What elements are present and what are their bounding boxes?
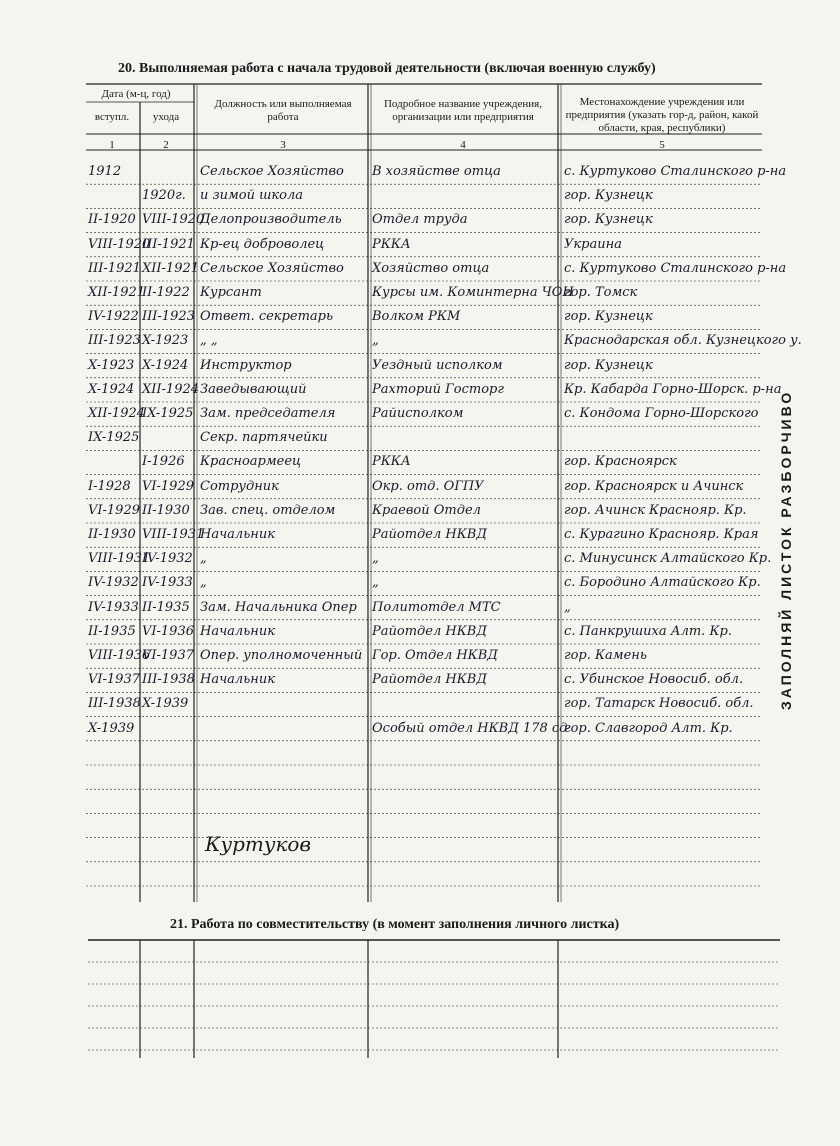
cell-location: гор. Ачинск Краснояр. Кр. (564, 502, 747, 518)
cell-position: Начальник (200, 527, 275, 542)
cell-org: Окр. отд. ОГПУ (372, 478, 484, 494)
cell-org: Райотдел НКВД (372, 623, 487, 639)
cell-location: с. Куртуково Сталинского р-на (564, 164, 787, 179)
cell-org: Волком РКМ (372, 309, 461, 325)
cell-end: III-1938 (142, 672, 195, 688)
cell-position: Инструктор (200, 357, 292, 373)
cell-end: X-1939 (142, 696, 189, 712)
cell-location: с. Куртуково Сталинского р-на (564, 260, 787, 276)
cell-position: „ „ (200, 333, 218, 349)
cell-org: Рахторий Госторг (372, 381, 504, 397)
header-position: Должность или выполняемая работа (214, 98, 352, 123)
cell-start (88, 453, 138, 471)
cell-position: Зам. Начальника Опер (200, 599, 357, 615)
cell-start: X-1939 (88, 720, 135, 736)
col-number-2: 2 (163, 139, 169, 151)
section-21-title: 21. Работа по совместительству (в момент заполнения личного листка) (170, 917, 620, 932)
cell-start: IX-1925 (88, 430, 140, 446)
cell-location: с. Кондома Горно-Шорского (564, 406, 759, 421)
cell-end: IV-1933 (142, 575, 193, 591)
cell-org: В хозяйстве отца (372, 164, 501, 179)
cell-position: Сельское Хозяйство (200, 164, 344, 179)
cell-start: VI-1937 (88, 672, 140, 688)
cell-start: IV-1932 (88, 575, 139, 591)
cell-position (200, 695, 364, 713)
cell-location: гор. Камень (564, 648, 647, 663)
cell-start (88, 187, 138, 205)
cell-start: III-1923 (88, 333, 141, 349)
cell-org: Уездный исполком (372, 357, 503, 373)
cell-position (200, 720, 364, 738)
cell-org: Отдел труда (372, 212, 468, 228)
cell-start: XII-1924 (88, 406, 146, 421)
cell-location: Краснодарская обл. Кузнецкого у. (564, 333, 802, 349)
cell-position: Сотрудник (200, 478, 279, 494)
cell-start: IV-1933 (88, 599, 139, 615)
cell-start: VI-1929 (88, 502, 140, 518)
cell-org: „ (372, 333, 379, 349)
cell-location: с. Минусинск Алтайского Кр. (564, 551, 772, 567)
cell-org: „ (372, 551, 379, 567)
cell-start: X-1923 (88, 357, 135, 373)
col-number-1: 1 (109, 139, 115, 151)
cell-position: Начальник (200, 672, 275, 688)
cell-end: III-1921 (142, 236, 195, 252)
cell-end: XII-1924 (142, 381, 200, 397)
cell-org: Хозяйство отца (372, 260, 490, 276)
cell-end: II-1935 (142, 599, 190, 615)
cell-start: VIII-1936 (88, 648, 151, 663)
cell-end: IV-1932 (142, 551, 193, 567)
cell-location: с. Курагино Краснояр. Края (564, 527, 759, 542)
sidebar-instruction: ЗАПОЛНЯЙ ЛИСТОК РАЗБОРЧИВО (778, 389, 794, 711)
cell-position: и зимой школа (200, 188, 304, 204)
cell-location: гор. Томск (564, 285, 638, 300)
cell-position: Курсант (200, 285, 262, 300)
cell-end: X-1924 (142, 357, 189, 373)
header-organization: Подробное название учреждения, организации или предприятия (383, 98, 542, 123)
cell-location: гор. Кузнецк (564, 309, 653, 325)
cell-end: XII-1921 (142, 260, 200, 276)
header-date-group: Дата (м-ц, год) (101, 88, 171, 100)
cell-location: гор. Красноярск и Ачинск (564, 478, 744, 494)
cell-org: Райисполком (372, 406, 464, 421)
cell-org: Гор. Отдел НКВД (372, 648, 498, 663)
cell-position: Ответ. секретарь (200, 309, 334, 325)
cell-location: гор. Татарск Новосиб. обл. (564, 696, 754, 712)
cell-position: Заведывающий (200, 381, 307, 397)
cell-org (372, 429, 554, 447)
signature: Куртуков (205, 832, 312, 856)
cell-position: „ (200, 575, 207, 591)
cell-end: I-1926 (142, 454, 185, 470)
cell-org: Райотдел НКВД (372, 527, 487, 542)
cell-position: Опер. уполномоченный (200, 648, 363, 663)
cell-location: с. Убинское Новосиб. обл. (564, 672, 744, 688)
cell-position: „ (200, 551, 207, 567)
cell-end: VIII-1920 (142, 212, 205, 228)
cell-org: Курсы им. Коминтерна ЧОН (372, 285, 574, 300)
col-number-4: 4 (460, 139, 466, 151)
cell-location: с. Панкрушиха Алт. Кр. (564, 623, 732, 639)
cell-position: Сельское Хозяйство (200, 260, 344, 276)
cell-start: 1912 (88, 164, 122, 179)
cell-org: Особый отдел НКВД 178 сд (372, 720, 568, 736)
cell-start: II-1935 (88, 623, 136, 639)
cell-start: II-1930 (88, 527, 136, 542)
cell-position: Зам. председателя (200, 406, 336, 421)
cell-location: гор. Кузнецк (564, 212, 653, 228)
cell-start: VIII-1920 (88, 236, 151, 252)
cell-position: Начальник (200, 623, 275, 639)
cell-start: III-1938 (88, 696, 141, 712)
cell-end: VI-1929 (142, 478, 194, 494)
cell-end: IX-1925 (142, 406, 194, 421)
section-20-title: 20. Выполняемая работа с начала трудовой деятельности (включая военную службу) (118, 61, 656, 76)
cell-end: III-1923 (142, 309, 195, 325)
cell-position: Кр-ец доброволец (200, 236, 325, 252)
cell-end (142, 163, 192, 181)
cell-end: X-1923 (142, 333, 189, 349)
cell-org: РККА (372, 236, 411, 252)
cell-end: II-1930 (142, 502, 190, 518)
cell-location: „ (564, 599, 571, 615)
cell-end: VIII-1931 (142, 527, 205, 542)
cell-location: гор. Славгород Алт. Кр. (564, 720, 733, 736)
cell-position: Зав. спец. отделом (200, 502, 336, 518)
header-location: Местонахождение учреждения или предприятия (указать гор-д, район, какой области, края, республики) (565, 96, 759, 134)
cell-location (564, 429, 758, 447)
header-start-date: вступл. (94, 111, 130, 123)
cell-location: с. Бородино Алтайского Кр. (564, 575, 761, 591)
cell-start: X-1924 (88, 381, 135, 397)
cell-start: III-1921 (88, 260, 141, 276)
cell-position: Делопроизводитель (200, 212, 342, 228)
cell-end (142, 429, 192, 447)
cell-end: 1920г. (142, 188, 186, 204)
cell-org: Райотдел НКВД (372, 672, 487, 688)
cell-org: РККА (372, 454, 411, 470)
cell-org: Краевой Отдел (372, 502, 481, 518)
cell-location: Украина (564, 236, 622, 252)
cell-start: II-1920 (88, 212, 136, 228)
cell-org (372, 187, 554, 205)
col-number-3: 3 (280, 139, 286, 151)
cell-position: Красноармеец (200, 454, 302, 470)
cell-end: VI-1937 (142, 648, 194, 663)
cell-location: гор. Кузнецк (564, 357, 653, 373)
cell-location: гор. Красноярск (564, 454, 677, 470)
cell-end: II-1922 (142, 285, 190, 300)
header-end-date: ухода (152, 111, 180, 123)
cell-org: „ (372, 575, 379, 591)
cell-position: Секр. партячейки (200, 430, 328, 446)
cell-end: VI-1936 (142, 623, 194, 639)
cell-start: XII-1921 (88, 285, 146, 300)
cell-location: гор. Кузнецк (564, 188, 653, 204)
col-number-5: 5 (659, 139, 665, 151)
cell-location: Кр. Кабарда Горно-Шорск. р-на (564, 381, 782, 397)
cell-start: VIII-1931 (88, 551, 151, 567)
cell-start: I-1928 (88, 478, 131, 494)
cell-end (142, 720, 192, 738)
cell-org (372, 695, 554, 713)
cell-org: Политотдел МТС (372, 599, 501, 615)
cell-start: IV-1922 (88, 309, 139, 325)
